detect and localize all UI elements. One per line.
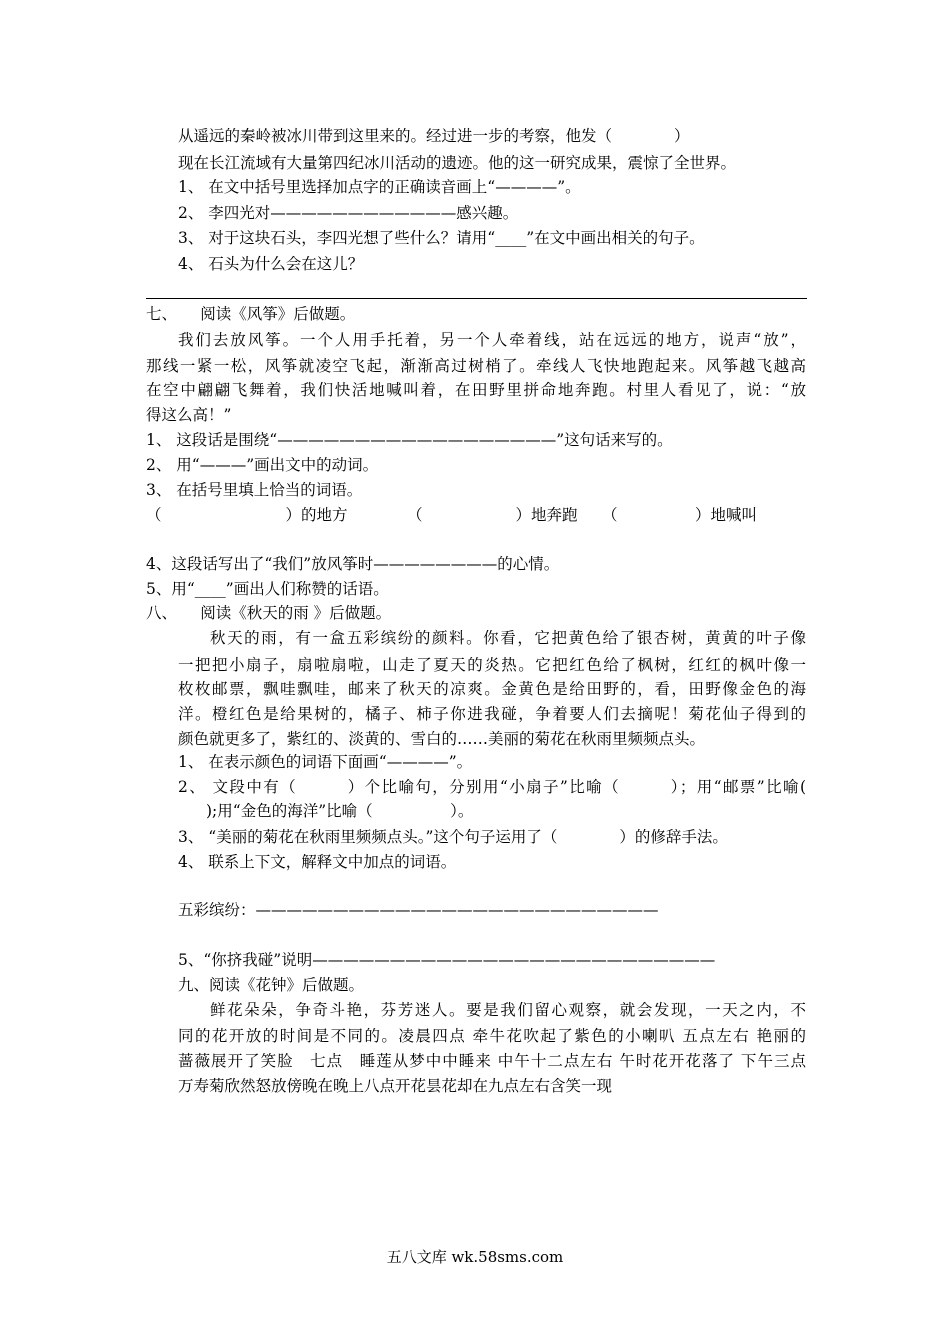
- passage-line: 从遥远的秦岭被冰川带到这里来的。经过进一步的考察，他发（ ）: [178, 127, 690, 145]
- question-4: 4、 联系上下文，解释文中加点的词语。: [178, 853, 457, 871]
- question-1: 1、 在表示颜色的词语下面画“————”。: [178, 753, 473, 771]
- passage-line: 万寿菊欣然怒放傍晚在晚上八点开花昙花却在九点左右含笑一现: [178, 1077, 613, 1095]
- passage-line: 鲜花朵朵，争奇斗艳，芬芳迷人。要是我们留心观察，就会发现，一天之内，不: [210, 1001, 806, 1019]
- question-3: 3、 对于这块石头，李四光想了些什么？请用“____”在文中画出相关的句子。: [178, 229, 705, 247]
- question-1: 1、 这段话是围绕“——————————————————”这句话来写的。: [146, 431, 673, 449]
- passage-line: 洋。橙红色是给果树的，橘子、柿子你进我碰，争着要人们去摘呢！菊花仙子得到的: [178, 705, 806, 723]
- question-2-continued: );用“金色的海洋”比喻（ ）。: [206, 802, 474, 820]
- passage-line: 秋天的雨，有一盒五彩缤纷的颜料。你看，它把黄色给了银杏树，黄黄的叶子像: [210, 629, 806, 647]
- question-1: 1、 在文中括号里选择加点字的正确读音画上“————”。: [178, 178, 581, 196]
- fill-blank-3: （ ）地喊叫: [602, 506, 758, 524]
- question-2: 2、 用“———”画出文中的动词。: [146, 456, 379, 474]
- question-3: 3、 “美丽的菊花在秋雨里频频点头。”这个句子运用了（ ）的修辞手法。: [178, 828, 728, 846]
- passage-line: 现在长江流域有大量第四纪冰川活动的遗迹。他的这一研究成果，震惊了全世界。: [178, 154, 737, 172]
- section-9-heading: 九、阅读《花钟》后做题。: [178, 976, 365, 994]
- passage-line: 同的花开放的时间是不同的。凌晨四点 牵牛花吹起了紫色的小喇叭 五点左右 艳丽的: [178, 1027, 806, 1045]
- passage-line: 在空中翩翩飞舞着，我们快活地喊叫着，在田野里拼命地奔跑。村里人看见了，说：“放: [146, 381, 806, 399]
- passage-line: 那线一紧一松，风筝就凌空飞起，渐渐高过树梢了。牵线人飞快地跑起来。风筝越飞越高: [146, 357, 806, 375]
- question-2: 2、 文段中有（ ）个比喻句，分别用“小扇子”比喻（ ）；用“邮票”比喻(: [178, 778, 806, 796]
- passage-line: 得这么高！”: [146, 406, 232, 424]
- passage-line: 颜色就更多了，紫红的、淡黄的、雪白的……美丽的菊花在秋雨里频频点头。: [178, 730, 706, 748]
- question-3: 3、 在括号里填上恰当的词语。: [146, 481, 363, 499]
- passage-line: 我们去放风筝。一个人用手托着，另一个人牵着线，站在远远的地方，说声“放”，: [178, 331, 806, 349]
- question-4: 4、这段话写出了“我们”放风筝时————————的心情。: [146, 555, 560, 573]
- passage-line: 一把把小扇子，扇啦扇啦，山走了夏天的炎热。它把红色给了枫树，红红的枫叶像一: [178, 656, 806, 674]
- word-explanation: 五彩缤纷：——————————————————————————: [178, 901, 659, 919]
- section-7-heading: 七、 阅读《风筝》后做题。: [146, 305, 356, 323]
- page-footer: 五八文库 wk.58sms.com: [386, 1248, 564, 1266]
- fill-blank-1: （ ）的地方: [146, 506, 348, 524]
- section-divider: [146, 298, 807, 299]
- question-2: 2、 李四光对————————————感兴趣。: [178, 204, 519, 222]
- question-5: 5、用“____”画出人们称赞的话语。: [146, 580, 389, 598]
- passage-line: 枚枚邮票，飘哇飘哇，邮来了秋天的凉爽。金黄色是给田野的，看，田野像金色的海: [178, 680, 806, 698]
- fill-blank-2: （ ）地奔跑: [407, 506, 578, 524]
- question-4: 4、 石头为什么会在这儿？: [178, 255, 364, 273]
- passage-line: 蔷薇展开了笑脸 七点 睡莲从梦中中睡来 中午十二点左右 午时花开花落了 下午三点: [178, 1052, 806, 1070]
- question-5: 5、“你挤我碰”说明——————————————————————————: [178, 951, 716, 969]
- section-8-heading: 八、 阅读《秋天的雨 》后做题。: [146, 604, 392, 622]
